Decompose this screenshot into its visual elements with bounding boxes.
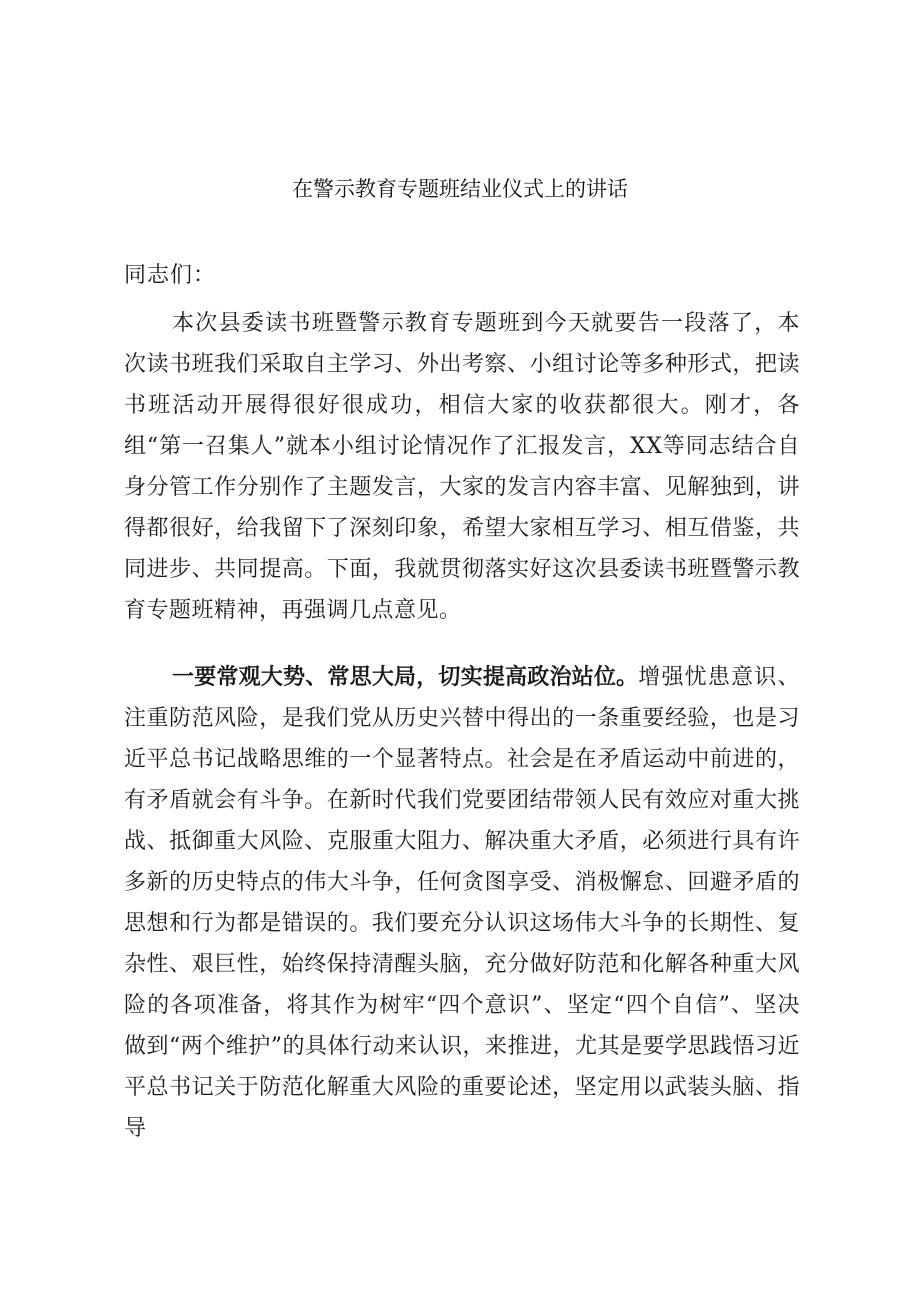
document-title: 在警示教育专题班结业仪式上的讲话 <box>292 177 628 201</box>
salutation: 同志们： <box>124 263 217 288</box>
paragraph-intro <box>124 303 800 631</box>
paragraph-text: 增强忧患意识、注重防范风险，是我们党从历史兴替中得出的一条重要经验，也是习近平总书记战略思维的一个显著特点。社会是在矛盾运动中前进的，有矛盾就会有斗争。在新时代我们党要团结带领人民有效应对重大挑战、抵御重大风险、克服重大阻力、解决重大矛盾，必须进行具有许多新的历史特点的伟大斗争，任何贪图享受、消极懈怠、回避矛盾的思想和行为都是错误的。我们要充分认识这场伟大斗争的长期性、复杂性、艰巨性，始终保持清醒头脑，充分做好防范和化解各种重大风险的各项准备，将其作为树牢“四个意识”、坚定“四个自信”、坚决做到“两个维护”的具体行动来认识，来推进，尤其是要学思践悟习近平总书记关于防范化解重大风险的重要论述，坚定用以武装头脑、指导 <box>124 665 800 1141</box>
paragraph-point-one <box>124 657 800 1149</box>
paragraph-text: 本次县委读书班暨警示教育专题班到今天就要告一段落了，本次读书班我们采取自主学习、外出考察、小组讨论等多种形式，把读书班活动开展得很好很成功，相信大家的收获都很大。刚才，各组“第一召集人”就本小组讨论情况作了汇报发言，XX等同志结合自身分管工作分别作了主题发言，大家的发言内容丰富、见解独到，讲得都很好，给我留下了深刻印象，希望大家相互学习、相互借鉴，共同进步、共同提高。下面，我就贯彻落实好这次县委读书班暨警示教育专题班精神，再强调几点意见。 <box>124 311 800 623</box>
paragraph-lead-heading: 一要常观大势、常思大局，切实提高政治站位。 <box>172 665 639 690</box>
